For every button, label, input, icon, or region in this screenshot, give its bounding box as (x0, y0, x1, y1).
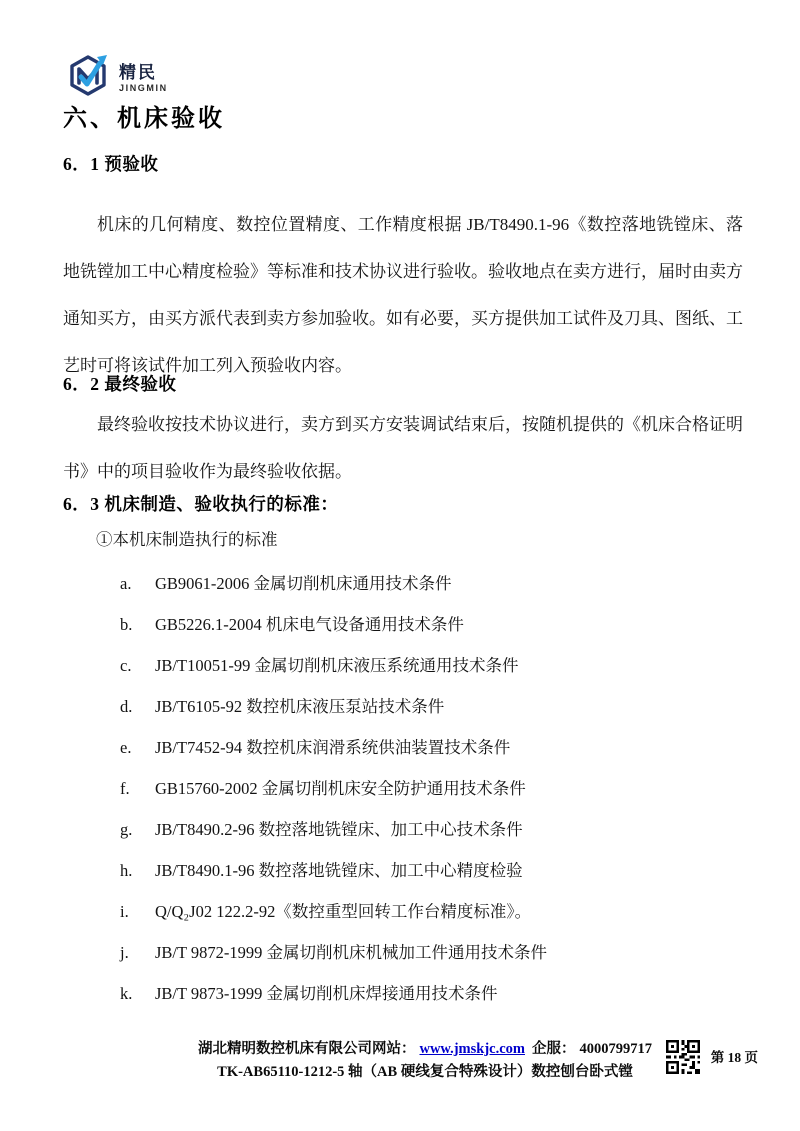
standard-letter: i. (120, 902, 129, 921)
qr-code (666, 1040, 700, 1079)
standard-letter: d. (120, 697, 133, 716)
page-number: 第 18 页 (710, 1050, 758, 1065)
standard-text: GB9061-2006 金属切削机床通用技术条件 (155, 574, 452, 593)
logo-text-en: JINGMIN (119, 82, 168, 93)
standard-text: JB/T8490.2-96 数控落地铣镗床、加工中心技术条件 (155, 820, 523, 839)
standard-item-k (63, 973, 743, 1014)
standard-letter: b. (120, 615, 133, 634)
standard-text: JB/T 9873-1999 金属切削机床焊接通用技术条件 (155, 984, 498, 1003)
standards-list (63, 563, 743, 1014)
standard-item-i (63, 891, 743, 932)
standard-item-f (63, 768, 743, 809)
standard-letter: h. (120, 861, 133, 880)
logo-text-cn: 精民 (119, 62, 157, 82)
section-6-1-paragraph: 机床的几何精度、数控位置精度、工作精度根据 JB/T8490.1-96《数控落地铣镗床、落地铣镗加工中心精度检验》等标准和技术协议进行验收。验收地点在卖方进行，届时由卖方通知买方，由买方派代表到卖方参加验收。如有必要，买方提供加工试件及刀具、图纸、工艺时可将该试件加工列入预验收内容。 (63, 215, 743, 375)
section-6-2-paragraph: 最终验收按技术协议进行，卖方到买方安装调试结束后，按随机提供的《机床合格证明书》中的项目验收作为最终验收依据。 (63, 415, 743, 481)
standard-letter: e. (120, 738, 132, 757)
standard-letter: a. (120, 574, 132, 593)
standard-item-j (63, 932, 743, 973)
standard-item-d (63, 686, 743, 727)
standard-text: Q/Q₂J02 122.2-92《数控重型回转工作台精度标准》。 (155, 902, 532, 921)
section-heading-6-2: 6．2 最终验收 (63, 374, 177, 394)
standard-text: JB/T7452-94 数控机床润滑系统供油装置技术条件 (155, 738, 511, 757)
section-heading-6-1: 6．1 预验收 (63, 154, 159, 174)
standard-letter: k. (120, 984, 133, 1003)
standard-item-c (63, 645, 743, 686)
standard-item-a (63, 563, 743, 604)
standard-text: JB/T10051-99 金属切削机床液压系统通用技术条件 (155, 656, 519, 675)
footer-service-label: 企服： (532, 1041, 576, 1057)
standard-letter: j. (120, 943, 129, 962)
standard-text: JB/T8490.1-96 数控落地铣镗床、加工中心精度检验 (155, 861, 523, 880)
footer-company-prefix: 湖北精明数控机床有限公司网站： (197, 1041, 416, 1057)
standard-text: JB/T6105-92 数控机床液压泵站技术条件 (155, 697, 445, 716)
page-title: 六、机床验收 (63, 106, 225, 132)
page-footer (0, 1038, 800, 1084)
standard-text: GB15760-2002 金属切削机床安全防护通用技术条件 (155, 779, 526, 798)
standard-letter: c. (120, 656, 132, 675)
section-heading-6-3: 6．3 机床制造、验收执行的标准： (63, 494, 339, 514)
jingmin-logo-icon (66, 54, 112, 98)
standard-item-h (63, 850, 743, 891)
standard-letter: g. (120, 820, 133, 839)
standard-item-b (63, 604, 743, 645)
standard-text: JB/T 9872-1999 金属切削机床机械加工件通用技术条件 (155, 943, 548, 962)
footer-product-line: TK-AB65110-1212-5 轴（AB 硬线复合特殊设计）数控刨台卧式镗 (217, 1064, 633, 1080)
standard-letter: f. (120, 779, 130, 798)
footer-company-line (105, 1038, 745, 1061)
section-6-3-subheading: ①本机床制造执行的标准 (96, 530, 278, 549)
website-link[interactable]: www.jmskjc.com (419, 1041, 525, 1057)
company-logo (66, 54, 743, 98)
standard-item-e (63, 727, 743, 768)
footer-service-phone: 4000799717 (579, 1041, 652, 1057)
standard-text: GB5226.1-2004 机床电气设备通用技术条件 (155, 615, 464, 634)
standard-item-g (63, 809, 743, 850)
